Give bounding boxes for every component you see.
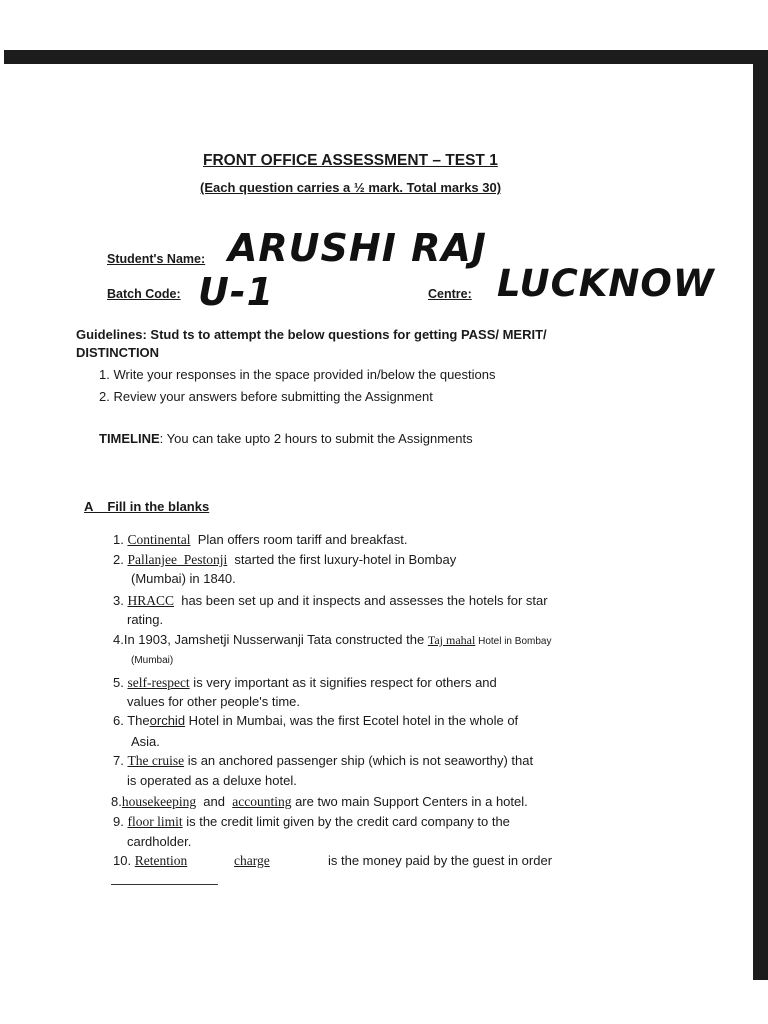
question-5 xyxy=(113,675,497,691)
page-title: FRONT OFFICE ASSESSMENT – TEST 1 xyxy=(203,152,498,169)
centre-value: LUCKNOW xyxy=(497,262,715,305)
answer-blank: floor limit xyxy=(127,814,183,829)
scan-border-top xyxy=(4,50,768,64)
question-4-continued: (Mumbai) xyxy=(131,655,174,666)
timeline xyxy=(99,431,473,446)
answer-blank: charge xyxy=(234,853,270,868)
question-text: are two main Support Centers in a hotel. xyxy=(291,794,528,809)
question-text: In 1903, Jamshetji Nusserwanji Tata constructed the xyxy=(123,632,428,647)
student-name-label: Student's Name: xyxy=(107,252,206,266)
question-number: 8. xyxy=(111,794,122,809)
question-5-continued: values for other people's time. xyxy=(127,694,301,709)
page-subtitle: (Each question carries a ½ mark. Total marks 30) xyxy=(200,180,502,195)
answer-blank: self-respect xyxy=(127,675,190,690)
question-number: 7. xyxy=(113,753,124,768)
question-7 xyxy=(113,753,533,769)
answer-blank: Continental xyxy=(127,532,191,547)
question-6 xyxy=(113,713,518,728)
answer-blank: Retention xyxy=(134,853,188,868)
guidelines-line-1: Guidelines: Stud ts to attempt the below questions for getting PASS/ MERIT/ xyxy=(76,327,547,342)
answer-blank: accounting xyxy=(232,794,292,809)
answer-blank: housekeeping xyxy=(121,794,197,809)
question-text: started the first luxury-hotel in Bombay xyxy=(227,552,457,567)
question-text: Hotel in Mumbai, was the first Ecotel hotel in the whole of xyxy=(185,713,519,728)
question-2 xyxy=(113,552,456,568)
answer-line xyxy=(111,884,218,885)
question-8 xyxy=(111,794,528,810)
answer-blank: HRACC xyxy=(127,593,174,608)
question-9 xyxy=(113,814,510,830)
question-3 xyxy=(113,593,548,609)
batch-code-label: Batch Code: xyxy=(107,287,181,301)
question-text: The xyxy=(127,713,150,728)
question-text: and xyxy=(196,794,233,809)
question-7-continued: is operated as a deluxe hotel. xyxy=(127,773,297,788)
question-text: is very important as it signifies respect for others and xyxy=(189,675,497,690)
question-number: 1. xyxy=(113,532,124,547)
question-text: has been set up and it inspects and assesses the hotels for star xyxy=(173,593,548,608)
centre-label: Centre: xyxy=(428,287,472,301)
question-6-continued: Asia. xyxy=(131,734,160,749)
answer-blank: The cruise xyxy=(127,753,185,768)
question-text: is an anchored passenger ship (which is not seaworthy) that xyxy=(184,753,534,768)
question-text: is the money paid by the guest in order xyxy=(328,853,553,868)
question-2-continued: (Mumbai) in 1840. xyxy=(131,571,236,586)
question-9-continued: cardholder. xyxy=(127,834,192,849)
timeline-label: TIMELINE xyxy=(99,431,160,446)
student-name-value: ARUSHI RAJ xyxy=(228,226,487,270)
question-number: 2. xyxy=(113,552,124,567)
batch-code-value: U-1 xyxy=(198,270,275,314)
timeline-text: : You can take upto 2 hours to submit the Assignments xyxy=(159,431,473,446)
question-1 xyxy=(113,532,408,548)
question-text: Plan offers room tariff and breakfast. xyxy=(190,532,408,547)
question-number: 4. xyxy=(113,632,124,647)
question-number: 3. xyxy=(113,593,124,608)
section-a-heading: A Fill in the blanks xyxy=(84,499,210,514)
question-number: 5. xyxy=(113,675,124,690)
question-number: 9. xyxy=(113,814,124,829)
guidelines-line-2: DISTINCTION xyxy=(76,345,160,360)
question-text: Hotel in Bombay xyxy=(475,636,552,647)
answer-blank: Pallanjee Pestonji xyxy=(127,552,228,567)
answer-blank: orchid xyxy=(149,713,186,728)
question-number: 10. xyxy=(113,853,132,868)
question-3-continued: rating. xyxy=(127,612,164,627)
answer-blank: Taj mahal xyxy=(427,633,476,647)
question-4 xyxy=(113,632,551,648)
guideline-item: 2. Review your answers before submitting the Assignment xyxy=(99,389,433,404)
question-10 xyxy=(113,853,187,869)
question-number: 6. xyxy=(113,713,124,728)
question-text: is the credit limit given by the credit card company to the xyxy=(182,814,510,829)
scan-border-right xyxy=(753,50,768,980)
guideline-item: 1. Write your responses in the space provided in/below the questions xyxy=(99,367,496,382)
